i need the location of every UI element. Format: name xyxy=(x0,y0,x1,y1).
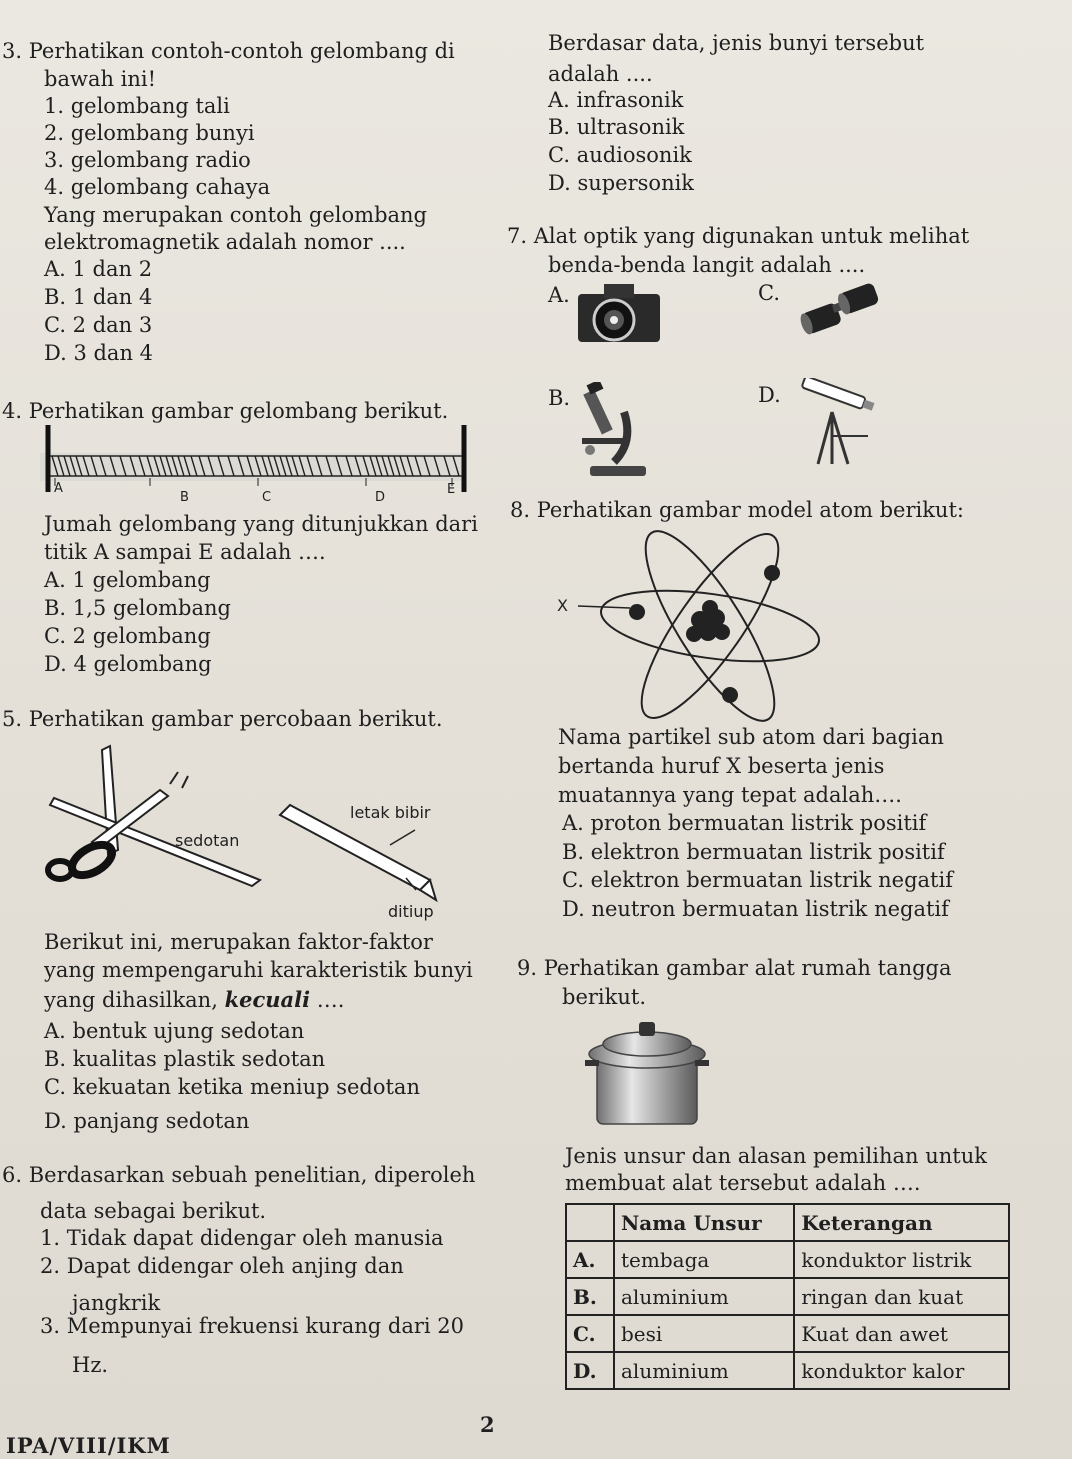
q4-label-a: A xyxy=(54,481,63,496)
q3-text: 3. Perhatikan contoh-contoh gelombang di xyxy=(2,39,455,63)
table-header-ket: Keterangan xyxy=(794,1204,1009,1241)
q6-item-3b: Hz. xyxy=(72,1353,109,1377)
q8-option-c[interactable]: C. elektron bermuatan listrik negatif xyxy=(562,868,953,892)
q8-stem-2: bertanda huruf X beserta jenis xyxy=(558,754,885,778)
table-cell-ket: konduktor listrik xyxy=(794,1241,1009,1278)
q3-option-c[interactable]: C. 2 dan 3 xyxy=(44,313,153,337)
q8-label-x: X xyxy=(557,596,568,615)
q6-option-d[interactable]: D. supersonik xyxy=(548,171,695,195)
q5-stem-3c: …. xyxy=(316,988,345,1012)
q6-option-a[interactable]: A. infrasonik xyxy=(548,88,684,112)
q4-option-c[interactable]: C. 2 gelombang xyxy=(44,624,211,648)
binoculars-icon[interactable] xyxy=(794,278,890,342)
q5-title: 5. Perhatikan gambar percobaan berikut. xyxy=(2,707,443,731)
q9-stem-1: Jenis unsur dan alasan pemilihan untuk xyxy=(565,1144,987,1168)
q5-stem-1 xyxy=(44,929,459,955)
table-cell-letter: A. xyxy=(566,1241,614,1278)
table-cell-letter: B. xyxy=(566,1278,614,1315)
q3-item-4: 4. gelombang cahaya xyxy=(44,175,271,199)
table-cell-ket: Kuat dan awet xyxy=(794,1315,1009,1352)
q3-stem-2: elektromagnetik adalah nomor .... xyxy=(44,230,406,254)
q4-stem-1: Jumah gelombang yang ditunjukkan dari xyxy=(44,512,478,536)
page-number: 2 xyxy=(480,1412,495,1437)
q4-label-c: C xyxy=(262,490,272,505)
scissors-straw-figure xyxy=(40,730,470,930)
q3-line1 xyxy=(2,38,455,64)
q7-letter-a[interactable]: A. xyxy=(548,283,570,307)
q6-line1: 6. Berdasarkan sebuah penelitian, diperoleh xyxy=(2,1163,476,1187)
q3-item-3: 3. gelombang radio xyxy=(44,148,251,172)
q7-letter-d[interactable]: D. xyxy=(758,383,781,407)
q9-line2: berikut. xyxy=(562,985,646,1009)
table-cell-ket: konduktor kalor xyxy=(794,1352,1009,1389)
q7-line2: benda-benda langit adalah .... xyxy=(548,253,866,277)
q6-right-2: adalah .... xyxy=(548,62,653,86)
atom-model-figure xyxy=(560,528,830,723)
q9-answer-table xyxy=(565,1203,1010,1390)
q6-line2: data sebagai berikut. xyxy=(40,1199,267,1223)
q6-item-3: 3. Mempunyai frekuensi kurang dari 20 xyxy=(40,1314,464,1338)
q5-option-b[interactable]: B. kualitas plastik sedotan xyxy=(44,1047,326,1071)
exam-code: IPA/VIII/IKM xyxy=(6,1433,171,1458)
table-cell-unsur: tembaga xyxy=(614,1241,794,1278)
q5-label-blown: ditiup xyxy=(388,902,434,921)
table-cell-unsur: besi xyxy=(614,1315,794,1352)
table-header-row xyxy=(566,1204,1009,1241)
q8-stem-1: Nama partikel sub atom dari bagian xyxy=(558,725,944,749)
q8-option-b[interactable]: B. elektron bermuatan listrik positif xyxy=(562,840,945,864)
table-header-unsur: Nama Unsur xyxy=(614,1204,794,1241)
q9-stem-2: membuat alat tersebut adalah …. xyxy=(565,1171,921,1195)
q6-option-c[interactable]: C. audiosonik xyxy=(548,143,692,167)
q3-line2: bawah ini! xyxy=(44,67,157,91)
q5-option-c[interactable]: C. kekuatan ketika meniup sedotan xyxy=(44,1075,420,1099)
q4-stem-2: titik A sampai E adalah …. xyxy=(44,540,326,564)
q3-option-d[interactable]: D. 3 dan 4 xyxy=(44,341,153,365)
q3-option-a[interactable]: A. 1 dan 2 xyxy=(44,257,153,281)
telescope-icon[interactable] xyxy=(792,378,882,468)
q3-item-1: 1. gelombang tali xyxy=(44,94,230,118)
q4-label-d: D xyxy=(375,490,386,505)
q5-label-straw: sedotan xyxy=(175,831,240,850)
table-row[interactable] xyxy=(566,1352,1009,1389)
q8-stem-3: muatannya yang tepat adalah…. xyxy=(558,783,902,807)
table-row[interactable] xyxy=(566,1278,1009,1315)
q6-option-b[interactable]: B. ultrasonik xyxy=(548,115,685,139)
q5-stem-1-text: Berikut ini, merupakan faktor-faktor xyxy=(44,930,433,954)
q4-option-a[interactable]: A. 1 gelombang xyxy=(44,568,211,592)
table-cell-unsur: aluminium xyxy=(614,1278,794,1315)
table-cell-ket: ringan dan kuat xyxy=(794,1278,1009,1315)
q6-item-1: 1. Tidak dapat didengar oleh manusia xyxy=(40,1226,444,1250)
q3-stem-1: Yang merupakan contoh gelombang xyxy=(44,203,427,227)
q6-right-1: Berdasar data, jenis bunyi tersebut xyxy=(548,31,925,55)
q4-label-b: B xyxy=(180,490,189,505)
q4-option-b[interactable]: B. 1,5 gelombang xyxy=(44,596,231,620)
cooking-pot-figure xyxy=(583,1014,713,1130)
table-cell-letter: C. xyxy=(566,1315,614,1352)
table-row[interactable] xyxy=(566,1241,1009,1278)
q3-option-b[interactable]: B. 1 dan 4 xyxy=(44,285,153,309)
q5-label-lips: letak bibir xyxy=(350,803,431,822)
q5-option-a[interactable]: A. bentuk ujung sedotan xyxy=(44,1019,305,1043)
q3-item-2: 2. gelombang bunyi xyxy=(44,121,255,145)
q5-stem-3a: yang dihasilkan, xyxy=(44,988,218,1012)
slinky-wave-figure xyxy=(40,420,470,510)
table-cell-letter: D. xyxy=(566,1352,614,1389)
q5-stem-3-kecuali: kecuali xyxy=(224,987,311,1012)
q5-option-d[interactable]: D. panjang sedotan xyxy=(44,1109,250,1133)
q9-line1: 9. Perhatikan gambar alat rumah tangga xyxy=(517,956,952,980)
q7-line1: 7. Alat optik yang digunakan untuk melihat xyxy=(507,224,970,248)
table-row[interactable] xyxy=(566,1315,1009,1352)
q8-option-d[interactable]: D. neutron bermuatan listrik negatif xyxy=(562,897,949,921)
table-cell-unsur: aluminium xyxy=(614,1352,794,1389)
table-header-letter xyxy=(566,1204,614,1241)
camera-icon[interactable] xyxy=(574,280,664,346)
q8-title: 8. Perhatikan gambar model atom berikut: xyxy=(510,498,964,522)
q7-letter-c[interactable]: C. xyxy=(758,281,780,305)
q4-label-e: E xyxy=(447,482,456,497)
q7-letter-b[interactable]: B. xyxy=(548,386,571,410)
q6-item-2: 2. Dapat didengar oleh anjing dan xyxy=(40,1254,404,1278)
q5-stem-2: yang mempengaruhi karakteristik bunyi xyxy=(44,958,473,982)
q6-item-2b: jangkrik xyxy=(72,1291,161,1315)
q4-title: 4. Perhatikan gambar gelombang berikut. xyxy=(2,399,449,423)
q4-option-d[interactable]: D. 4 gelombang xyxy=(44,652,212,676)
q5-stem-3 xyxy=(44,987,344,1013)
microscope-icon[interactable] xyxy=(574,382,664,482)
q8-option-a[interactable]: A. proton bermuatan listrik positif xyxy=(562,811,927,835)
